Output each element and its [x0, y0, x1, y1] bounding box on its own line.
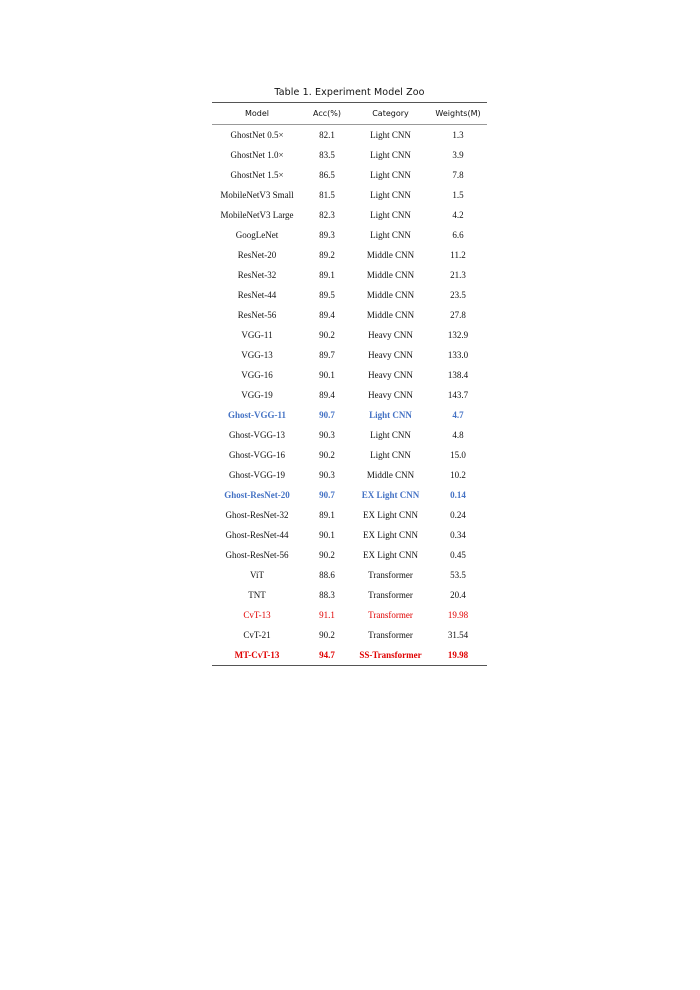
cell-model: VGG-19 — [241, 390, 273, 400]
cell-weights: 138.4 — [447, 370, 469, 380]
table-row — [212, 205, 487, 225]
column-header-acc: Acc(%) — [302, 103, 352, 125]
cell-acc: 86.5 — [319, 170, 335, 180]
cell-model: Ghost-ResNet-20 — [224, 490, 290, 500]
table-row — [212, 625, 487, 645]
cell-model: Ghost-VGG-13 — [229, 430, 285, 440]
cell-category: Light CNN — [370, 150, 411, 160]
cell-weights: 4.7 — [452, 410, 464, 420]
cell-acc: 89.4 — [319, 310, 335, 320]
cell-weights: 19.98 — [447, 610, 469, 620]
cell-model: Ghost-ResNet-56 — [225, 550, 289, 560]
cell-model: Ghost-VGG-19 — [229, 470, 285, 480]
cell-category: Light CNN — [370, 450, 411, 460]
cell-acc: 90.2 — [319, 330, 335, 340]
cell-acc: 91.1 — [319, 610, 335, 620]
cell-category: SS-Transformer — [352, 645, 429, 666]
cell-model: Ghost-ResNet-32 — [225, 510, 289, 520]
cell-category: Transformer — [368, 570, 413, 580]
column-header-weights: Weights(M) — [429, 103, 487, 125]
cell-category: EX Light CNN — [363, 530, 418, 540]
cell-acc: 89.1 — [319, 510, 335, 520]
table-row — [212, 465, 487, 485]
cell-category: Heavy CNN — [368, 330, 413, 340]
cell-acc: 89.7 — [319, 350, 335, 360]
cell-weights: 27.8 — [450, 310, 466, 320]
table-body — [212, 125, 487, 666]
cell-weights: 133.0 — [447, 350, 469, 360]
cell-model: ResNet-32 — [237, 270, 277, 280]
table-row — [212, 285, 487, 305]
cell-model: VGG-11 — [241, 330, 273, 340]
table-row — [212, 605, 487, 625]
table-row — [212, 145, 487, 165]
cell-acc: 90.7 — [319, 410, 335, 420]
cell-acc: 90.2 — [319, 550, 335, 560]
table-row — [212, 265, 487, 285]
cell-acc: 88.6 — [319, 570, 335, 580]
table-row — [212, 165, 487, 185]
cell-acc: 90.1 — [319, 530, 335, 540]
cell-weights: 143.7 — [447, 390, 469, 400]
cell-weights: 31.54 — [447, 630, 469, 640]
cell-category: Heavy CNN — [368, 390, 413, 400]
cell-weights: 23.5 — [450, 290, 466, 300]
cell-acc: 89.3 — [319, 230, 335, 240]
cell-weights: 1.3 — [452, 130, 464, 140]
cell-model: CvT-21 — [243, 630, 271, 640]
cell-weights: 0.24 — [450, 510, 466, 520]
table-row — [212, 505, 487, 525]
table-row — [212, 365, 487, 385]
cell-weights: 0.45 — [450, 550, 466, 560]
cell-category: Transformer — [368, 590, 413, 600]
table-row — [212, 305, 487, 325]
cell-acc: 83.5 — [319, 150, 335, 160]
table-row — [212, 525, 487, 545]
table-row — [212, 345, 487, 365]
cell-model: GhostNet 0.5× — [230, 130, 284, 140]
table-row — [212, 245, 487, 265]
cell-acc: 90.3 — [319, 470, 335, 480]
column-header-category: Category — [352, 103, 429, 125]
cell-weights: 53.5 — [450, 570, 466, 580]
table-row — [212, 385, 487, 405]
cell-model: ResNet-56 — [237, 310, 277, 320]
cell-category: Middle CNN — [366, 270, 415, 280]
table-row — [212, 565, 487, 585]
table-row — [212, 325, 487, 345]
cell-model: Ghost-VGG-11 — [227, 410, 286, 420]
cell-weights: 11.2 — [450, 250, 466, 260]
cell-model: GoogLeNet — [235, 230, 279, 240]
cell-model: ResNet-20 — [237, 250, 277, 260]
cell-category: Light CNN — [370, 210, 411, 220]
cell-weights: 1.5 — [452, 190, 464, 200]
table-row — [212, 645, 487, 666]
cell-category: Middle CNN — [366, 290, 415, 300]
cell-category: Light CNN — [369, 410, 412, 420]
cell-acc: 89.2 — [319, 250, 335, 260]
cell-model: VGG-16 — [241, 370, 273, 380]
cell-category: EX Light CNN — [363, 550, 418, 560]
table-row — [212, 125, 487, 146]
cell-model: ResNet-44 — [237, 290, 277, 300]
table-row — [212, 225, 487, 245]
cell-weights: 20.4 — [450, 590, 466, 600]
cell-model: ViT — [250, 570, 264, 580]
cell-acc: 89.1 — [319, 270, 335, 280]
cell-weights: 19.98 — [429, 645, 487, 666]
table-row — [212, 185, 487, 205]
cell-weights: 21.3 — [450, 270, 466, 280]
cell-weights: 4.8 — [452, 430, 464, 440]
cell-weights: 10.2 — [450, 470, 466, 480]
cell-weights: 4.2 — [452, 210, 464, 220]
cell-acc: 89.5 — [319, 290, 335, 300]
cell-weights: 132.9 — [447, 330, 469, 340]
table-header-row — [212, 103, 487, 125]
table-row — [212, 545, 487, 565]
cell-model: MT-CvT-13 — [212, 645, 302, 666]
cell-acc: 90.2 — [319, 630, 335, 640]
cell-model: CvT-13 — [243, 610, 271, 620]
table-row — [212, 485, 487, 505]
cell-model: MobileNetV3 Large — [220, 210, 294, 220]
table-row — [212, 445, 487, 465]
table-row — [212, 425, 487, 445]
cell-acc: 82.3 — [319, 210, 335, 220]
cell-acc: 94.7 — [302, 645, 352, 666]
cell-model: GhostNet 1.0× — [230, 150, 284, 160]
table-row — [212, 585, 487, 605]
cell-category: Light CNN — [370, 230, 411, 240]
cell-category: Middle CNN — [366, 470, 415, 480]
cell-model: Ghost-ResNet-44 — [225, 530, 289, 540]
cell-weights: 0.14 — [450, 490, 466, 500]
model-zoo-table — [212, 102, 487, 666]
cell-acc: 90.1 — [319, 370, 335, 380]
cell-category: Transformer — [368, 610, 413, 620]
cell-model: TNT — [248, 590, 266, 600]
cell-model: VGG-13 — [241, 350, 273, 360]
table-row — [212, 405, 487, 425]
cell-category: Light CNN — [370, 170, 411, 180]
cell-model: Ghost-VGG-16 — [229, 450, 285, 460]
cell-acc: 90.2 — [319, 450, 335, 460]
table-caption: Table 1. Experiment Model Zoo — [274, 87, 425, 98]
cell-category: Middle CNN — [366, 250, 415, 260]
cell-acc: 81.5 — [319, 190, 335, 200]
cell-weights: 7.8 — [452, 170, 464, 180]
cell-model: MobileNetV3 Small — [220, 190, 294, 200]
cell-category: EX Light CNN — [361, 490, 420, 500]
cell-category: Heavy CNN — [368, 350, 413, 360]
cell-weights: 3.9 — [452, 150, 464, 160]
cell-acc: 89.4 — [319, 390, 335, 400]
cell-weights: 15.0 — [450, 450, 466, 460]
cell-category: Light CNN — [370, 190, 411, 200]
cell-category: Transformer — [368, 630, 413, 640]
cell-category: Light CNN — [370, 430, 411, 440]
cell-acc: 82.1 — [319, 130, 335, 140]
cell-category: Heavy CNN — [368, 370, 413, 380]
cell-category: Middle CNN — [366, 310, 415, 320]
cell-weights: 6.6 — [452, 230, 464, 240]
cell-weights: 0.34 — [450, 530, 466, 540]
cell-model: GhostNet 1.5× — [230, 170, 284, 180]
cell-acc: 88.3 — [319, 590, 335, 600]
cell-category: Light CNN — [370, 130, 411, 140]
cell-category: EX Light CNN — [363, 510, 418, 520]
column-header-model: Model — [212, 103, 302, 125]
cell-acc: 90.7 — [319, 490, 335, 500]
cell-acc: 90.3 — [319, 430, 335, 440]
